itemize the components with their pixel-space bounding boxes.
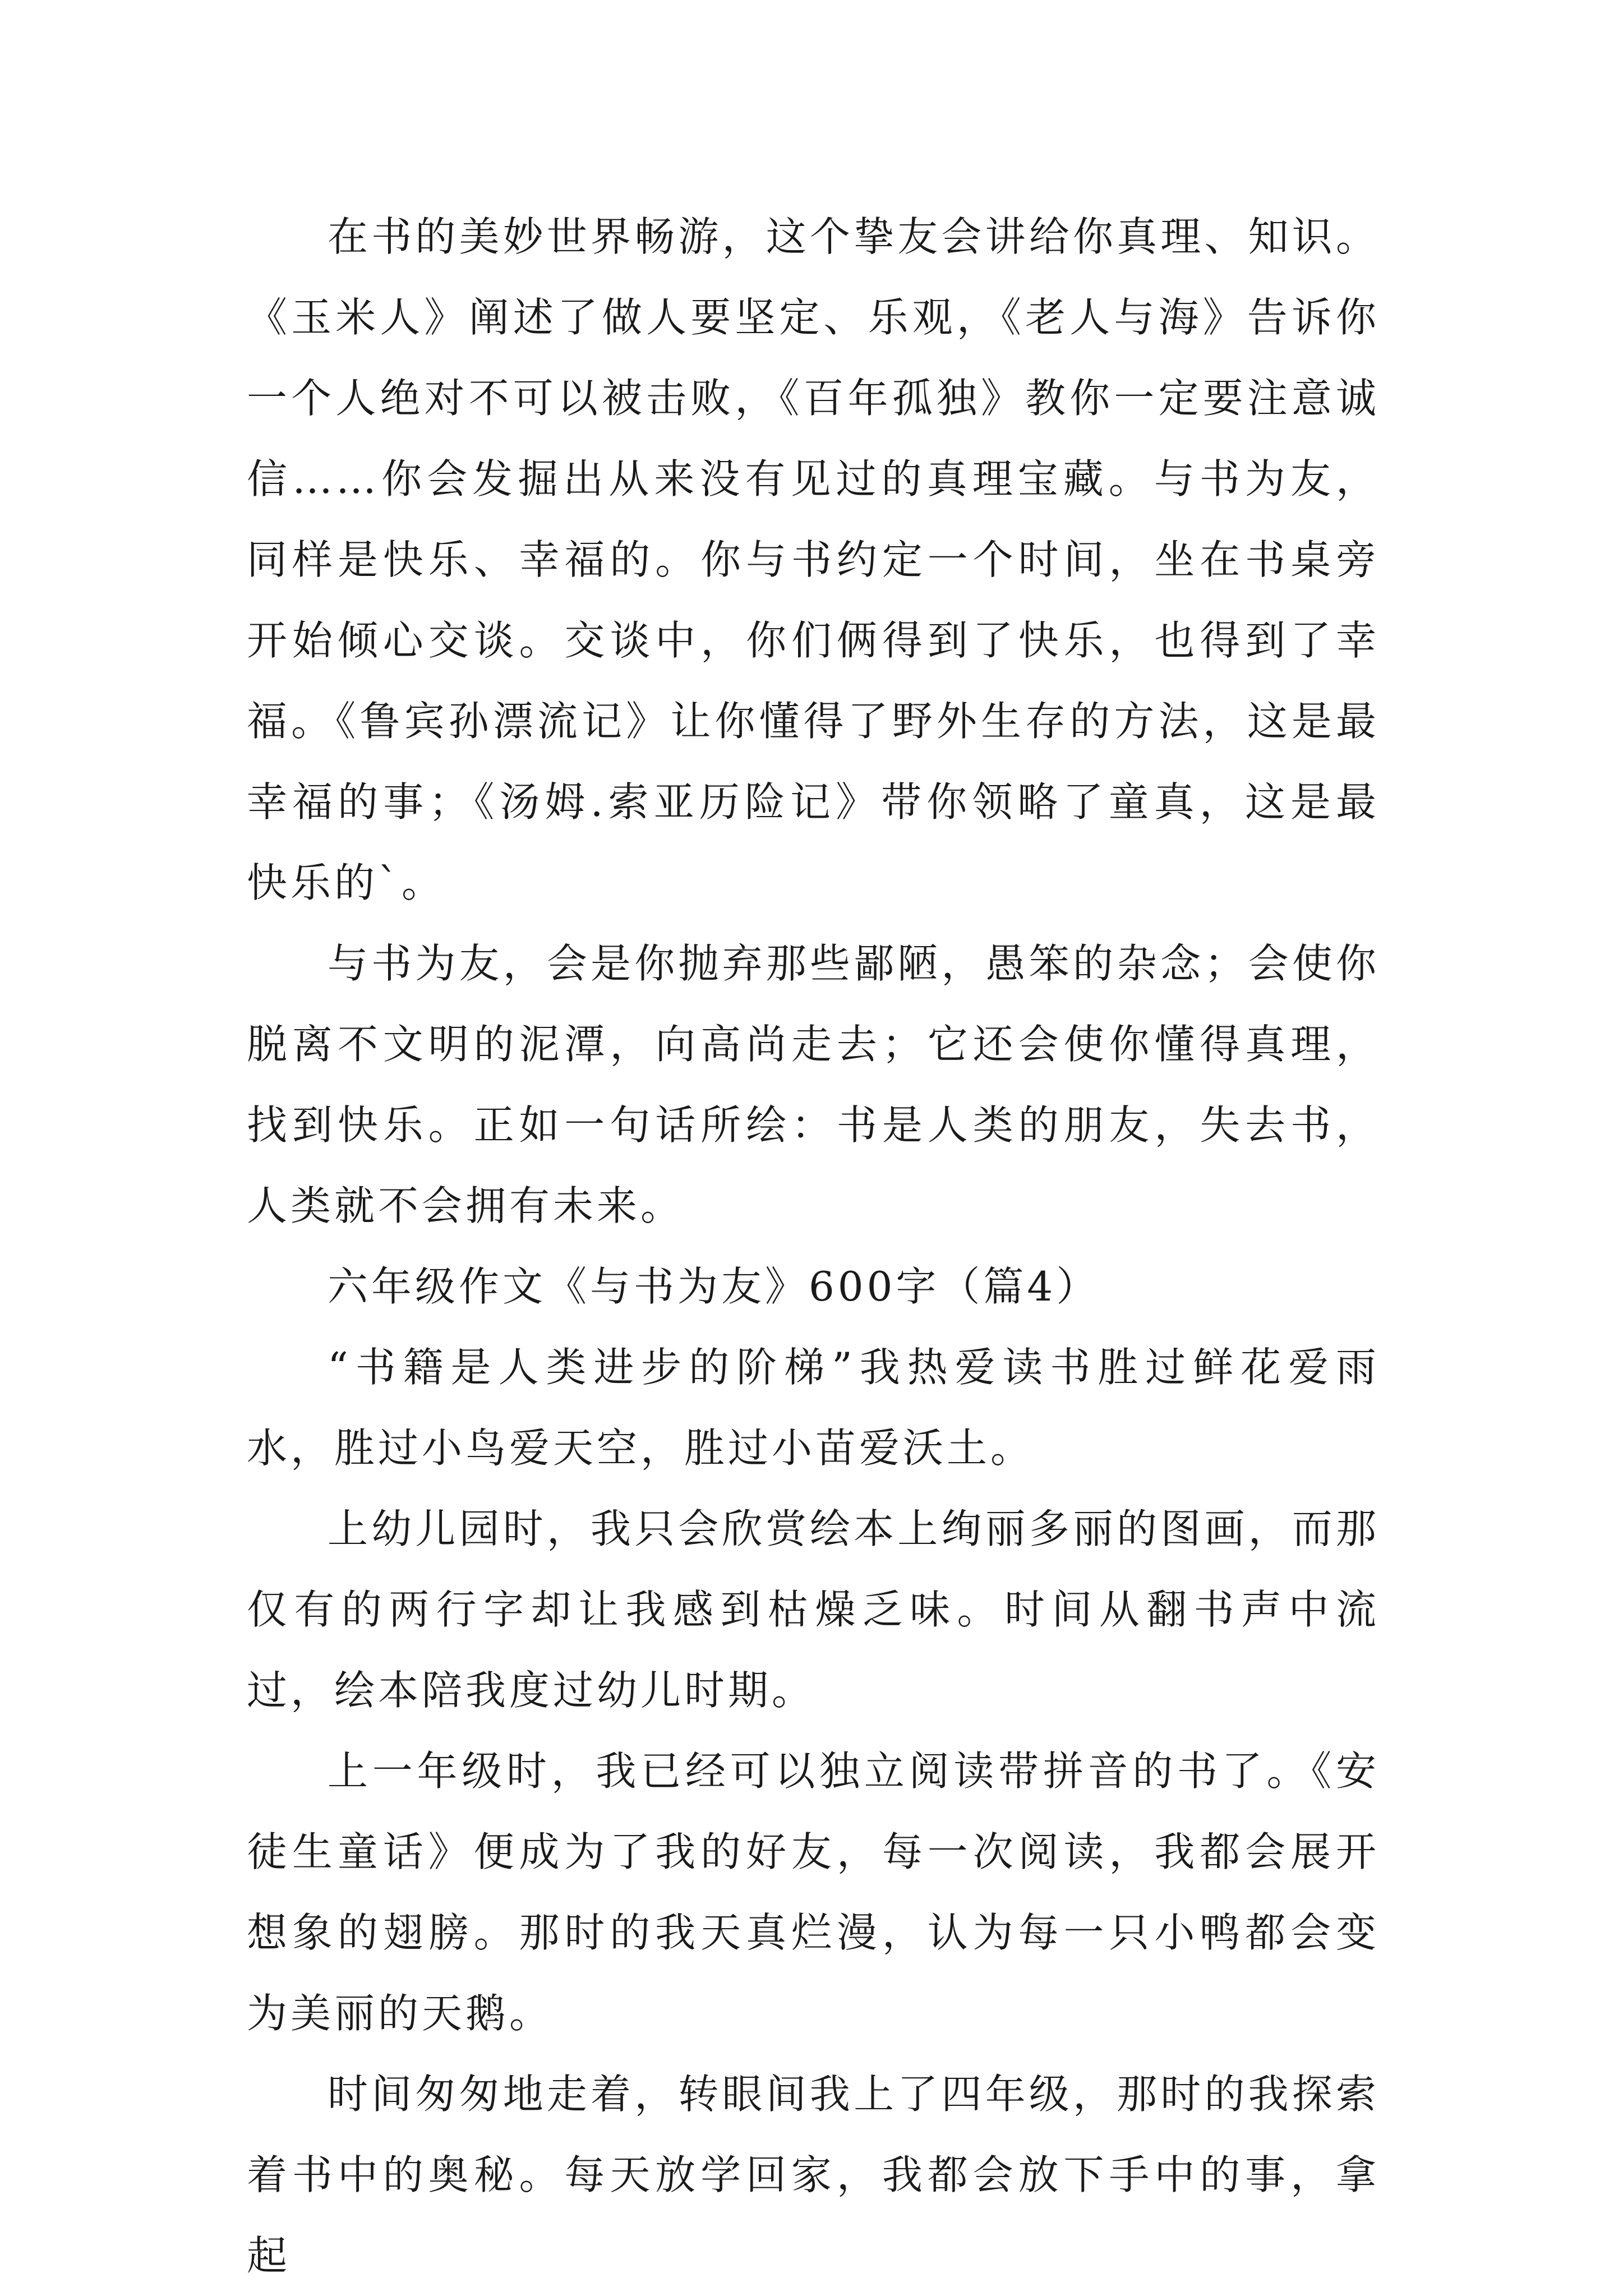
paragraph-fourth-grade: 时间匆匆地走着，转眼间我上了四年级，那时的我探索着书中的奥秘。每天放学回家，我都会放下手中的事，拿起 bbox=[247, 2071, 1380, 2279]
paragraph-first-grade: 上一年级时，我已经可以独立阅读带拼音的书了。《安徒生童话》便成为了我的好友，每一次阅读，我都会展开想象的翅膀。那时的我天真烂漫，认为每一只小鸭都会变为美丽的天鹅。 bbox=[247, 1748, 1380, 2037]
paragraph-book-friend: 与书为友，会是你抛弃那些鄙陋，愚笨的杂念；会使你脱离不文明的泥潭，向高尚走去；它还会使你懂得真理，找到快乐。正如一句话所绘：书是人类的朋友，失去书，人类就不会拥有未来。 bbox=[247, 940, 1380, 1229]
document-body bbox=[247, 196, 1380, 2296]
paragraph-book-world: 在书的美妙世界畅游，这个挚友会讲给你真理、知识。《玉米人》阐述了做人要坚定、乐观，《老人与海》告诉你一个人绝对不可以被击败，《百年孤独》教你一定要注意诚信……你会发掘出从来没有见过的真理宝藏。与书为友，同样是快乐、幸福的。你与书约定一个时间，坐在书桌旁开始倾心交谈。交谈中，你们俩得到了快乐，也得到了幸福。《鲁宾孙漂流记》让你懂得了野外生存的方法，这是最幸福的事；《汤姆.索亚历险记》带你领略了童真，这是最快乐的`。 bbox=[247, 213, 1380, 906]
paragraph-kindergarten: 上幼儿园时，我只会欣赏绘本上绚丽多丽的图画，而那仅有的两行字却让我感到枯燥乏味。时间从翻书声中流过，绘本陪我度过幼儿时期。 bbox=[247, 1505, 1380, 1714]
essay-heading: 六年级作文《与书为友》600字（篇4） bbox=[328, 1263, 1100, 1310]
paragraph-ladder-quote: “书籍是人类进步的阶梯”我热爱读书胜过鲜花爱雨水，胜过小鸟爱天空，胜过小苗爱沃土。 bbox=[247, 1344, 1380, 1472]
